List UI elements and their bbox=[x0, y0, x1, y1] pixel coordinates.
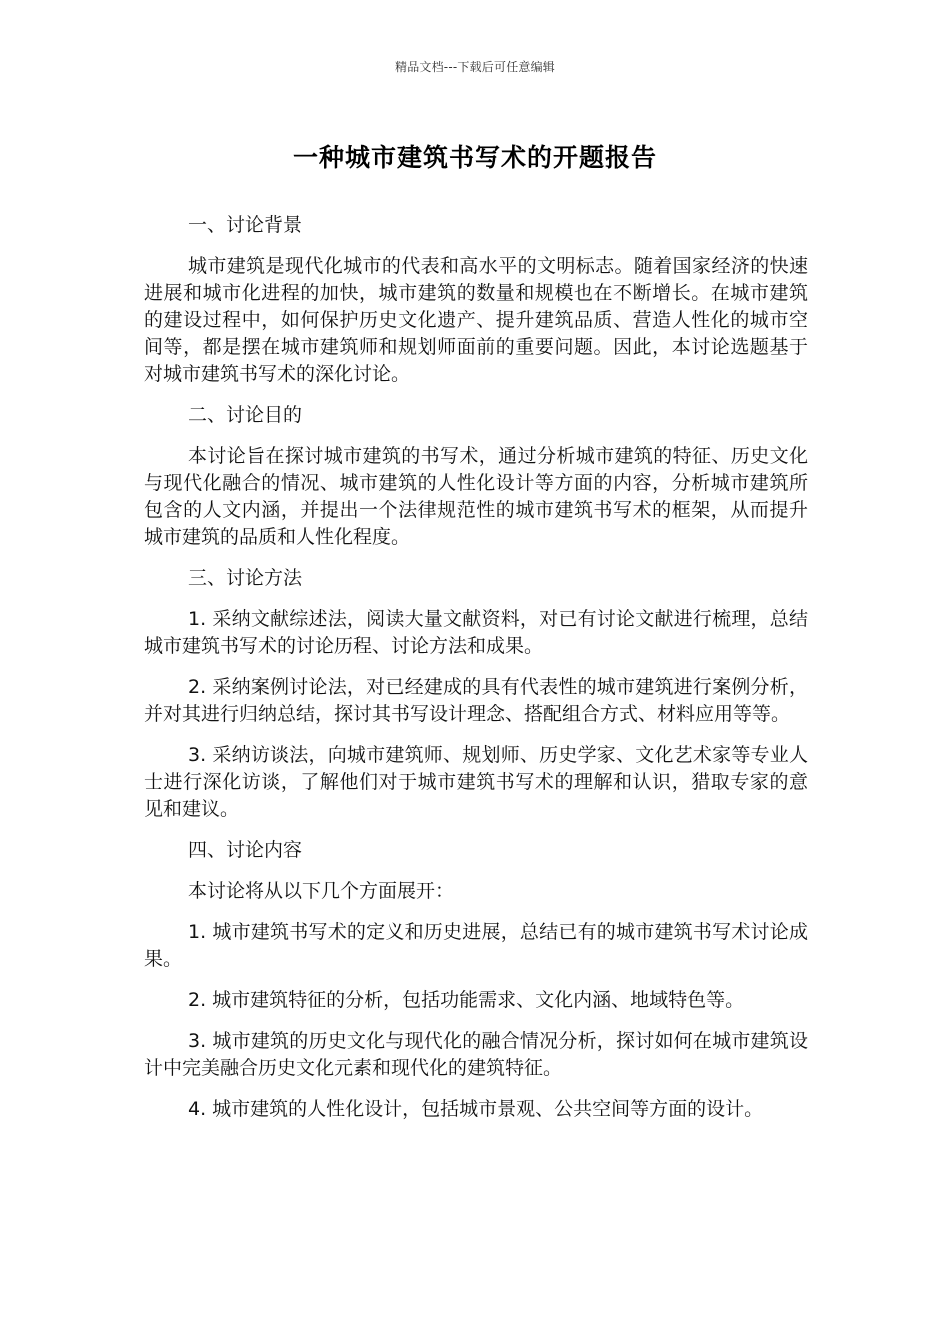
paragraph-method-3: 3. 采纳访谈法，向城市建筑师、规划师、历史学家、文化艺术家等专业人士进行深化访谈，了解他们对于城市建筑书写术的理解和认识，猎取专家的意见和建议。 bbox=[144, 744, 808, 820]
section-heading-purpose: 二、讨论目的 bbox=[188, 404, 303, 426]
paragraph-content-4: 4. 城市建筑的人性化设计，包括城市景观、公共空间等方面的设计。 bbox=[188, 1098, 764, 1120]
paragraph-content-3: 3. 城市建筑的历史文化与现代化的融合情况分析，探讨如何在城市建筑设计中完美融合历史文化元素和现代化的建筑特征。 bbox=[144, 1030, 808, 1079]
document-body bbox=[144, 212, 808, 1137]
paragraph-content-1: 1. 城市建筑书写术的定义和历史进展，总结已有的城市建筑书写术讨论成果。 bbox=[144, 921, 808, 970]
page-title: 一种城市建筑书写术的开题报告 bbox=[292, 143, 657, 172]
paragraph-background: 城市建筑是现代化城市的代表和高水平的文明标志。随着国家经济的快速进展和城市化进程的加快，城市建筑的数量和规模也在不断增长。在城市建筑的建设过程中，如何保护历史文化遗产、提升建筑品质、营造人性化的城市空间等，都是摆在城市建筑师和规划师面前的重要问题。因此，本讨论选题基于对城市建筑书写术的深化讨论。 bbox=[144, 255, 808, 385]
paragraph-content-intro: 本讨论将从以下几个方面展开： bbox=[188, 880, 455, 902]
section-heading-method: 三、讨论方法 bbox=[188, 567, 303, 589]
paragraph-purpose: 本讨论旨在探讨城市建筑的书写术，通过分析城市建筑的特征、历史文化与现代化融合的情况、城市建筑的人性化设计等方面的内容，分析城市建筑所包含的人文内涵，并提出一个法律规范性的城市建筑书写术的框架，从而提升城市建筑的品质和人性化程度。 bbox=[144, 445, 808, 548]
paragraph-content-2: 2. 城市建筑特征的分析，包括功能需求、文化内涵、地域特色等。 bbox=[188, 989, 745, 1011]
paragraph-method-2: 2. 采纳案例讨论法，对已经建成的具有代表性的城市建筑进行案例分析，并对其进行归纳总结，探讨其书写设计理念、搭配组合方式、材料应用等等。 bbox=[144, 676, 808, 725]
header-note: 精品文档---下载后可任意编辑 bbox=[395, 60, 555, 74]
paragraph-method-1: 1. 采纳文献综述法，阅读大量文献资料，对已有讨论文献进行梳理，总结城市建筑书写术的讨论历程、讨论方法和成果。 bbox=[144, 608, 808, 657]
section-heading-content: 四、讨论内容 bbox=[188, 839, 303, 861]
section-heading-background: 一、讨论背景 bbox=[188, 214, 303, 236]
